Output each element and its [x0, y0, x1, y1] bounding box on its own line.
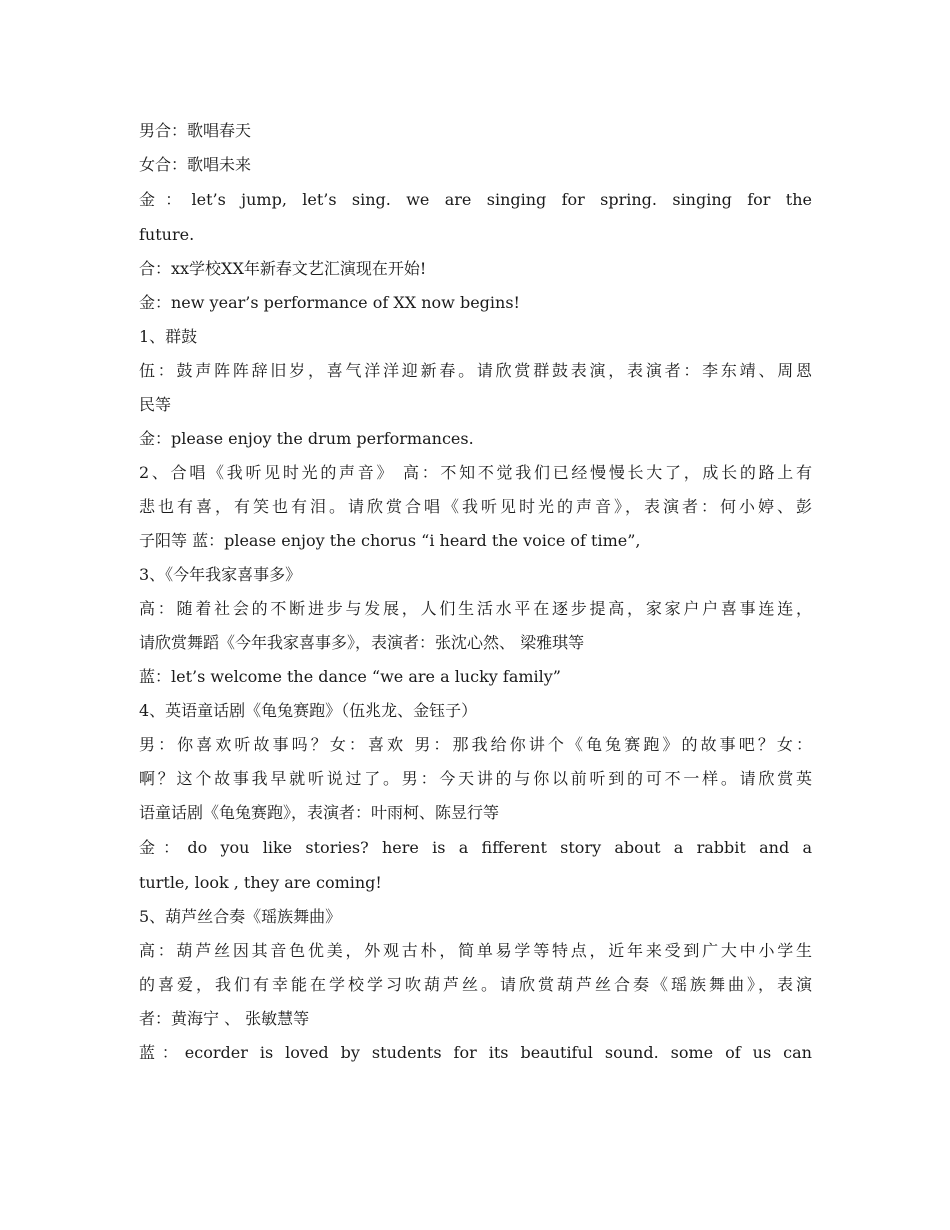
text-line: 合：xx学校XX年新春文艺汇演现在开始! [139, 259, 427, 278]
text-line: 民等 [139, 395, 172, 414]
text-line: 啊？这个故事我早就听说过了。男：今天讲的与你以前听到的可不一样。请欣赏英 [139, 769, 812, 788]
text-line: 子阳等 蓝：please enjoy the chorus “i heard the voice of time”, [139, 531, 641, 550]
text-line: turtle, look , they are coming! [139, 873, 382, 892]
text-line: 高：随着社会的不断进步与发展，人们生活水平在逐步提高，家家户户喜事连连， [139, 599, 812, 618]
text-line: 请欣赏舞蹈《今年我家喜事多》，表演者：张沈心然、 梁雅琪等 [139, 633, 585, 652]
text-line: 男：你喜欢听故事吗？女：喜欢 男：那我给你讲个《龟兔赛跑》的故事吧？女： [139, 735, 812, 754]
text-line: 的喜爱，我们有幸能在学校学习吹葫芦丝。请欣赏葫芦丝合奏《瑶族舞曲》，表演 [139, 975, 812, 994]
document-body [139, 114, 812, 1070]
text-line: 3、《今年我家喜事多》 [139, 565, 302, 584]
text-line: future. [139, 225, 195, 244]
text-line: 者：黄海宁 、 张敏慧等 [139, 1009, 310, 1028]
text-line: 伍：鼓声阵阵辞旧岁，喜气洋洋迎新春。请欣赏群鼓表演，表演者：李东靖、周恩 [139, 361, 812, 380]
text-line: 1、群鼓 [139, 327, 198, 346]
text-line: 金：do you like stories? here is a fifferent story about a rabbit and a [139, 838, 812, 857]
text-line: 蓝：ecorder is loved by students for its beautiful sound. some of us can [139, 1043, 812, 1062]
text-line: 金：let’s jump, let’s sing. we are singing for spring. singing for the [139, 190, 812, 209]
text-line: 金：please enjoy the drum performances. [139, 429, 474, 448]
text-line: 金：new year’s performance of XX now begins! [139, 293, 520, 312]
text-line: 女合：歌唱未来 [139, 155, 252, 174]
text-line: 悲也有喜，有笑也有泪。请欣赏合唱《我听见时光的声音》，表演者：何小婷、彭 [139, 497, 812, 516]
text-line: 男合：歌唱春天 [139, 121, 252, 140]
text-line: 5、葫芦丝合奏《瑶族舞曲》 [139, 907, 342, 926]
text-line: 蓝：let’s welcome the dance “we are a lucky family” [139, 667, 561, 686]
text-line: 4、英语童话剧《龟兔赛跑》（伍兆龙、金钰子） [139, 701, 478, 720]
text-line: 语童话剧《龟兔赛跑》，表演者：叶雨柯、陈昱行等 [139, 803, 500, 822]
text-line: 高：葫芦丝因其音色优美，外观古朴，简单易学等特点，近年来受到广大中小学生 [139, 941, 812, 960]
text-line: 2、合唱《我听见时光的声音》 高：不知不觉我们已经慢慢长大了，成长的路上有 [139, 463, 812, 482]
